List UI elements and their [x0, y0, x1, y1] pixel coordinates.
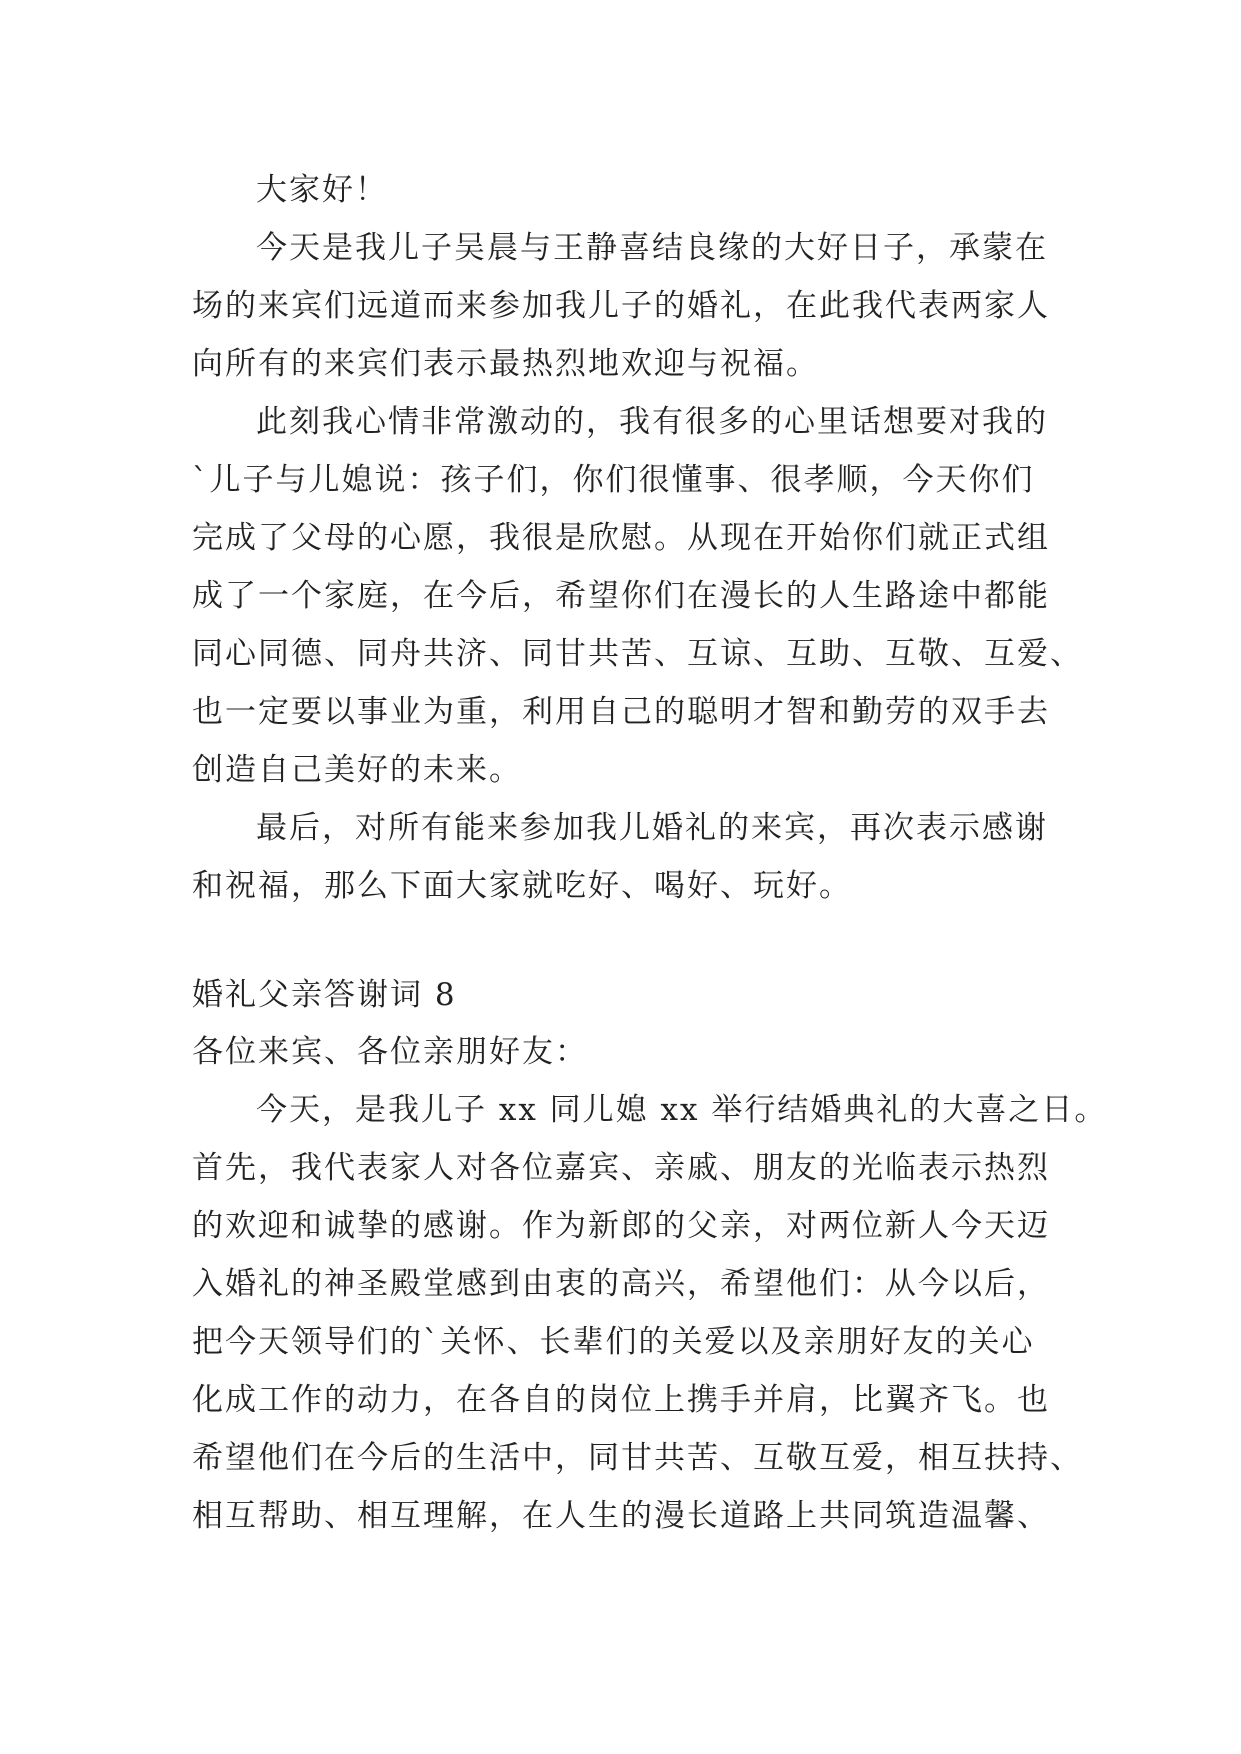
paragraph-line: 希望他们在今后的生活中，同甘共苦、互敬互爱，相互扶持、 — [192, 1440, 1083, 1476]
paragraph-line: 最后，对所有能来参加我儿婚礼的来宾，再次表示感谢 — [256, 810, 1048, 846]
salutation-line: 各位来宾、各位亲朋好友： — [192, 1034, 588, 1070]
paragraph-line: 成了一个家庭，在今后，希望你们在漫长的人生路途中都能 — [192, 578, 1050, 614]
paragraph-line: 场的来宾们远道而来参加我儿子的婚礼，在此我代表两家人 — [192, 288, 1050, 324]
paragraph-line: 创造自己美好的未来。 — [192, 752, 522, 788]
paragraph-line: 和祝福，那么下面大家就吃好、喝好、玩好。 — [192, 868, 852, 904]
paragraph-line: 向所有的来宾们表示最热烈地欢迎与祝福。 — [192, 346, 819, 382]
paragraph-line: 今天，是我儿子 xx 同儿媳 xx 举行结婚典礼的大喜之日。 — [256, 1092, 1108, 1128]
paragraph-line: 完成了父母的心愿，我很是欣慰。从现在开始你们就正式组 — [192, 520, 1050, 556]
paragraph-line: 同心同德、同舟共济、同甘共苦、互谅、互助、互敬、互爱、 — [192, 636, 1083, 672]
paragraph-line: 相互帮助、相互理解，在人生的漫长道路上共同筑造温馨、 — [192, 1498, 1050, 1534]
section-title: 婚礼父亲答谢词 8 — [192, 977, 457, 1013]
greeting-line: 大家好！ — [256, 172, 388, 208]
paragraph-line: 入婚礼的神圣殿堂感到由衷的高兴，希望他们：从今以后， — [192, 1266, 1050, 1302]
paragraph-line: 此刻我心情非常激动的，我有很多的心里话想要对我的 — [256, 404, 1048, 440]
paragraph-line: 把今天领导们的`关怀、长辈们的关爱以及亲朋好友的关心 — [192, 1324, 1035, 1360]
paragraph-line: 也一定要以事业为重，利用自己的聪明才智和勤劳的双手去 — [192, 694, 1050, 730]
paragraph-line: 首先，我代表家人对各位嘉宾、亲戚、朋友的光临表示热烈 — [192, 1150, 1050, 1186]
paragraph-line: 今天是我儿子吴晨与王静喜结良缘的大好日子，承蒙在 — [256, 230, 1048, 266]
paragraph-line: 的欢迎和诚挚的感谢。作为新郎的父亲，对两位新人今天迈 — [192, 1208, 1050, 1244]
paragraph-line: 化成工作的动力，在各自的岗位上携手并肩，比翼齐飞。也 — [192, 1382, 1050, 1418]
paragraph-line: `儿子与儿媳说：孩子们，你们很懂事、很孝顺，今天你们 — [192, 462, 1035, 498]
